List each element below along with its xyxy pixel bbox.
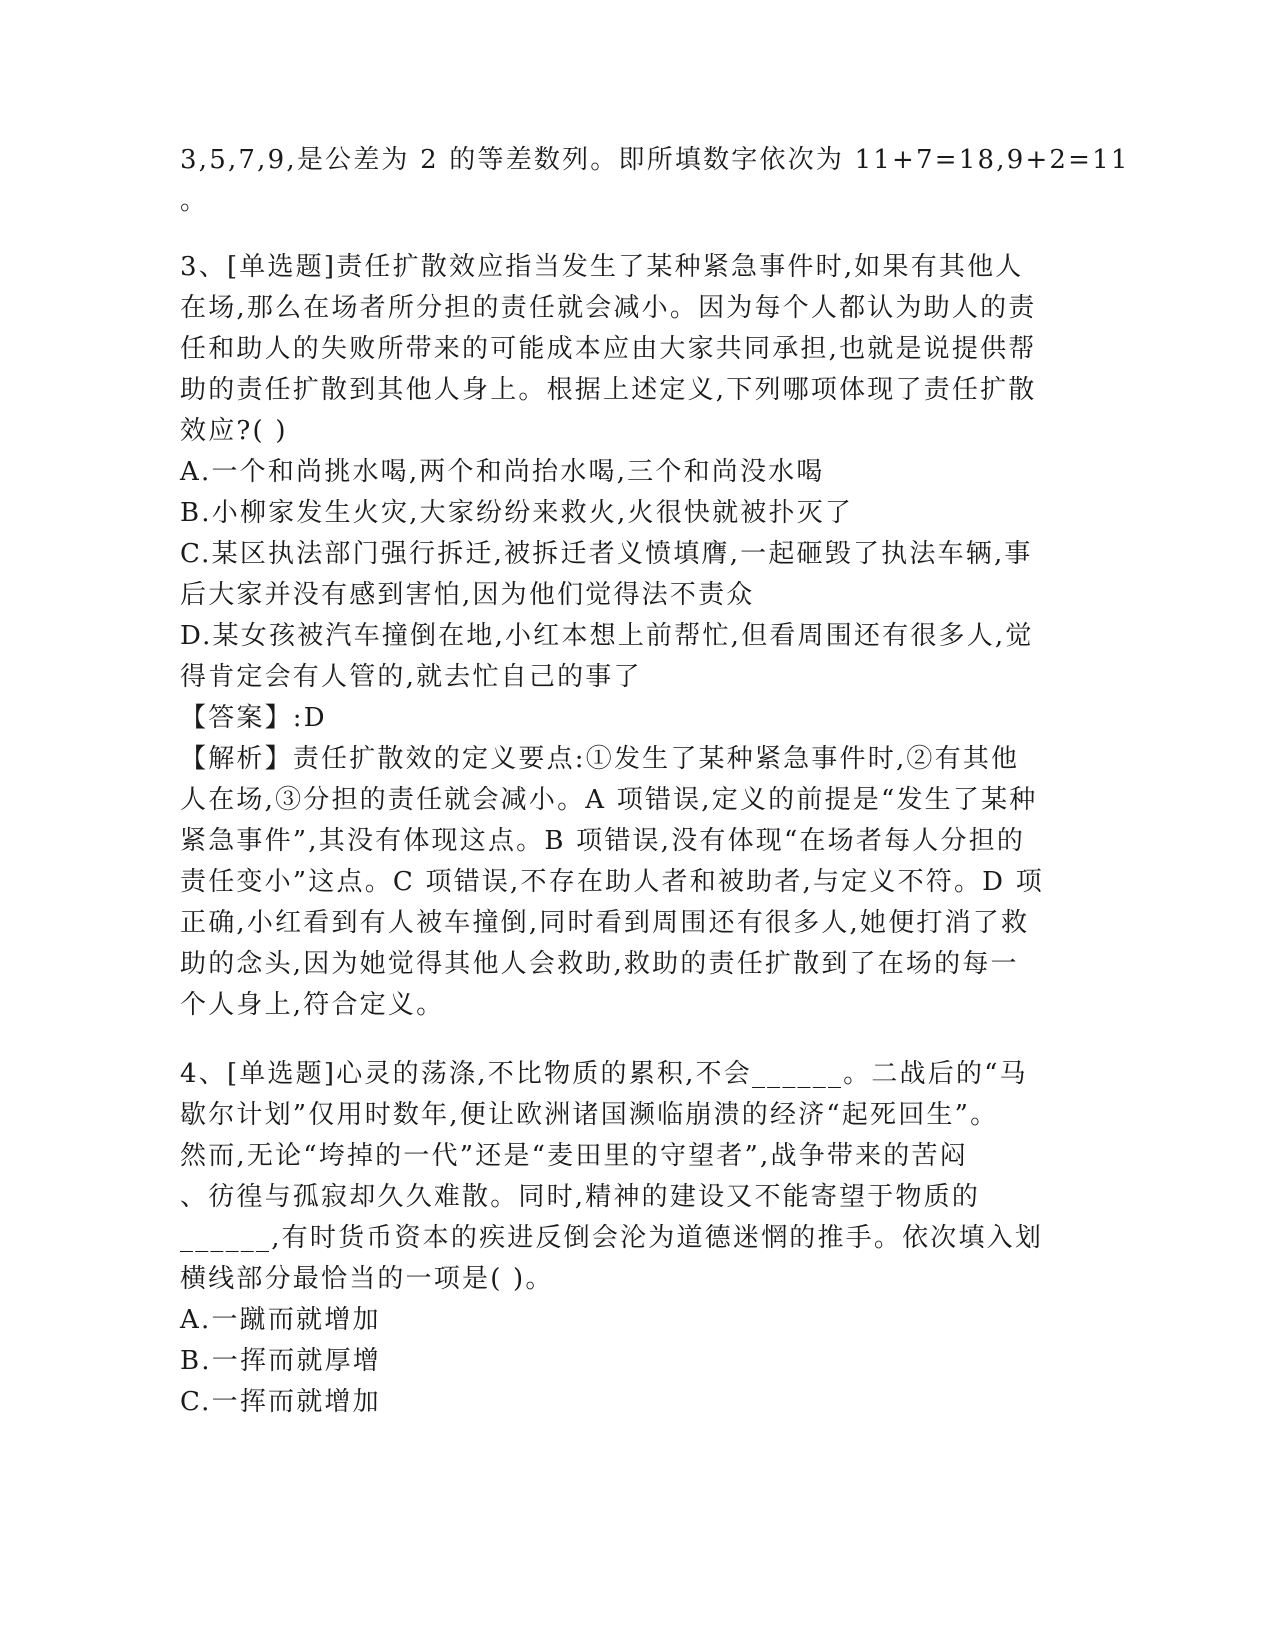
document-page [180,140,1130,1423]
text-line: 正确,小红看到有人被车撞倒,同时看到周围还有很多人,她便打消了救 [180,908,1030,938]
previous-explanation [180,140,1130,222]
text-line: 人在场,③分担的责任就会减小。A 项错误,定义的前提是“发生了某种 [180,785,1038,815]
text-line: D.某女孩被汽车撞倒在地,小红本想上前帮忙,但看周围还有很多人,觉 [180,621,1034,651]
text-line: 助的责任扩散到其他人身上。根据上述定义,下列哪项体现了责任扩散 [180,375,1037,405]
text-line: 得肯定会有人管的,就去忙自己的事了 [180,662,642,692]
option-c: C.一挥而就增加 [180,1387,381,1417]
option-a: A.一蹴而就增加 [180,1305,381,1335]
analysis [180,739,1044,1026]
text-line: 紧急事件”,其没有体现这点。B 项错误,没有体现“在场者每人分担的 [180,826,1026,856]
text-line: 个人身上,符合定义。 [180,990,445,1020]
option-b: B.一挥而就厚增 [180,1346,381,1376]
text-line: 。 [180,186,209,216]
question-3 [180,247,1044,1026]
text-line: 效应?( ) [180,416,288,446]
text-line: 横线部分最恰当的一项是( )。 [180,1264,554,1294]
option-a: A.一个和尚挑水喝,两个和尚抬水喝,三个和尚没水喝 [180,457,825,487]
text-line: 、彷徨与孤寂却久久难散。同时,精神的建设又不能寄望于物质的 [180,1182,981,1212]
text-line: C.某区执法部门强行拆迁,被拆迁者义愤填膺,一起砸毁了执法车辆,事 [180,539,1033,569]
text-line: 在场,那么在场者所分担的责任就会减小。因为每个人都认为助人的责 [180,293,1037,323]
text-line: 3,5,7,9,是公差为 2 的等差数列。即所填数字依次为 11+7=18,9+2=11 [180,145,1130,175]
answer: 【答案】:D [180,703,327,733]
text-line: 后大家并没有感到害怕,因为他们觉得法不责众 [180,580,755,610]
text-line: ______,有时货币资本的疾进反倒会沦为道德迷惘的推手。依次填入划 [180,1223,1044,1253]
option-d [180,616,1040,698]
question-4-stem [180,1054,1044,1300]
option-c [180,534,1040,616]
text-line: 助的念头,因为她觉得其他人会救助,救助的责任扩散到了在场的每一 [180,949,1019,979]
text-line: 4、[单选题]心灵的荡涤,不比物质的累积,不会______。二战后的“马 [180,1059,1028,1089]
text-line: 3、[单选题]责任扩散效应指当发生了某种紧急事件时,如果有其他人 [180,252,1024,282]
text-line: 【解析】责任扩散效的定义要点:①发生了某种紧急事件时,②有其他 [180,744,1020,774]
question-4 [180,1054,1044,1423]
question-3-stem [180,247,1040,452]
option-b: B.小柳家发生火灾,大家纷纷来救火,火很快就被扑灭了 [180,498,854,528]
text-line: 歇尔计划”仅用时数年,便让欧洲诸国濒临崩溃的经济“起死回生”。 [180,1100,999,1130]
text-line: 然而,无论“垮掉的一代”还是“麦田里的守望者”,战争带来的苦闷 [180,1141,968,1171]
spacer [180,1026,1040,1054]
text-line: 责任变小”这点。C 项错误,不存在助人者和被助者,与定义不符。D 项 [180,867,1044,897]
spacer [180,222,1040,247]
text-line: 任和助人的失败所带来的可能成本应由大家共同承担,也就是说提供帮 [180,334,1037,364]
